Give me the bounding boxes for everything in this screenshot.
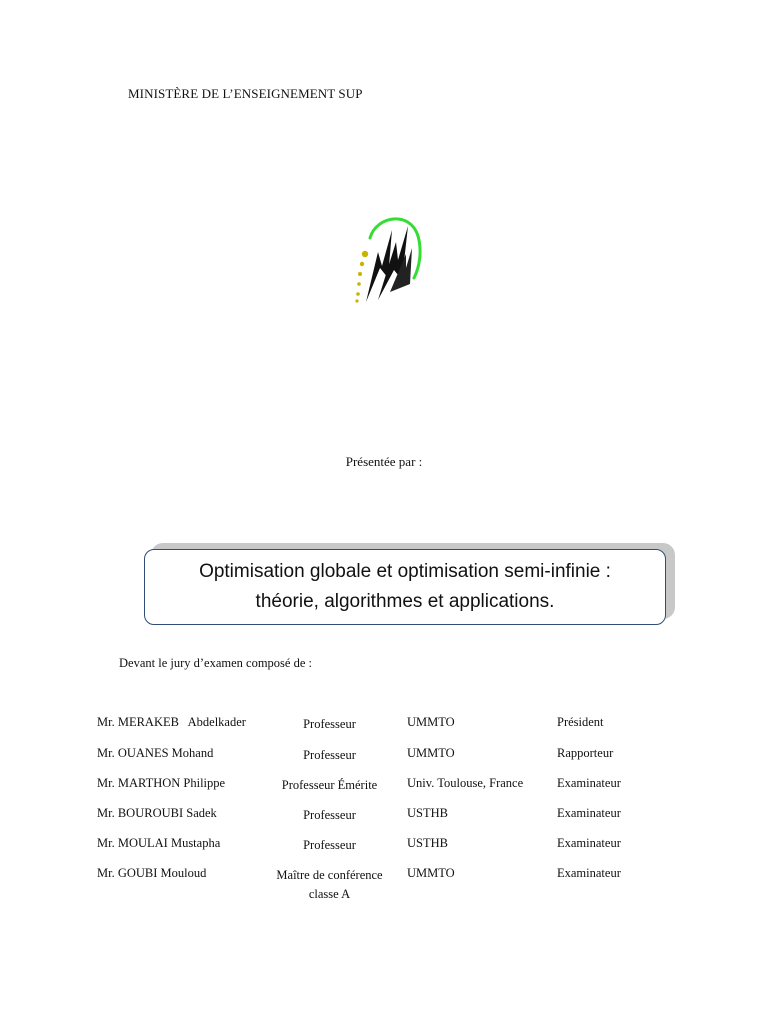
jury-rank: Professeur <box>303 808 356 822</box>
jury-institution: UMMTO <box>407 715 455 729</box>
jury-institution: USTHB <box>407 836 448 850</box>
jury-institution: UMMTO <box>407 866 455 880</box>
jury-name: Mr. MOULAI Mustapha <box>97 836 221 850</box>
logo-dot <box>360 262 364 266</box>
logo-dot <box>356 292 360 296</box>
jury-rank: Professeur <box>303 838 356 852</box>
jury-name: Mr. BOUROUBI Sadek <box>97 806 217 820</box>
jury-institution: USTHB <box>407 806 448 820</box>
jury-rank: Professeur <box>303 717 356 731</box>
jury-rank: Professeur <box>303 748 356 762</box>
jury-role: Président <box>557 715 604 729</box>
jury-rank: Maître de conférence classe A <box>276 868 383 901</box>
jury-role: Rapporteur <box>557 746 614 760</box>
jury-row <box>97 836 697 856</box>
jury-name: Mr. MARTHON Philippe <box>97 776 226 790</box>
jury-role: Examinateur <box>557 776 621 790</box>
jury-row <box>97 746 697 766</box>
thesis-title-line-1: Optimisation globale et optimisation semi-infinie : <box>199 561 611 582</box>
ministry-heading: MINISTÈRE DE L’ENSEIGNEMENT SUP <box>128 86 363 101</box>
jury-rank: Professeur Émérite <box>281 778 378 792</box>
presented-by-label: Présentée par : <box>345 454 423 469</box>
jury-role: Examinateur <box>557 866 621 880</box>
jury-intro: Devant le jury d’examen composé de : <box>119 656 312 670</box>
jury-row <box>97 715 697 735</box>
jury-row <box>97 806 697 826</box>
logo-dot <box>358 272 362 276</box>
jury-name: Mr. GOUBI Mouloud <box>97 866 207 880</box>
jury-name: Mr. MERAKEB Abdelkader <box>97 715 246 729</box>
jury-role: Examinateur <box>557 806 621 820</box>
logo-dot <box>355 299 358 302</box>
jury-name: Mr. OUANES Mohand <box>97 746 214 760</box>
jury-institution: UMMTO <box>407 746 455 760</box>
university-logo <box>340 208 430 308</box>
logo-stroke-1 <box>366 230 392 302</box>
logo-dot <box>362 251 368 257</box>
logo-dot <box>357 282 361 286</box>
jury-role: Examinateur <box>557 836 621 850</box>
jury-institution: Univ. Toulouse, France <box>407 776 524 790</box>
jury-row <box>97 776 697 796</box>
jury-row <box>97 866 697 906</box>
thesis-title-box <box>144 549 666 625</box>
thesis-title-line-2: théorie, algorithmes et applications. <box>255 591 555 612</box>
